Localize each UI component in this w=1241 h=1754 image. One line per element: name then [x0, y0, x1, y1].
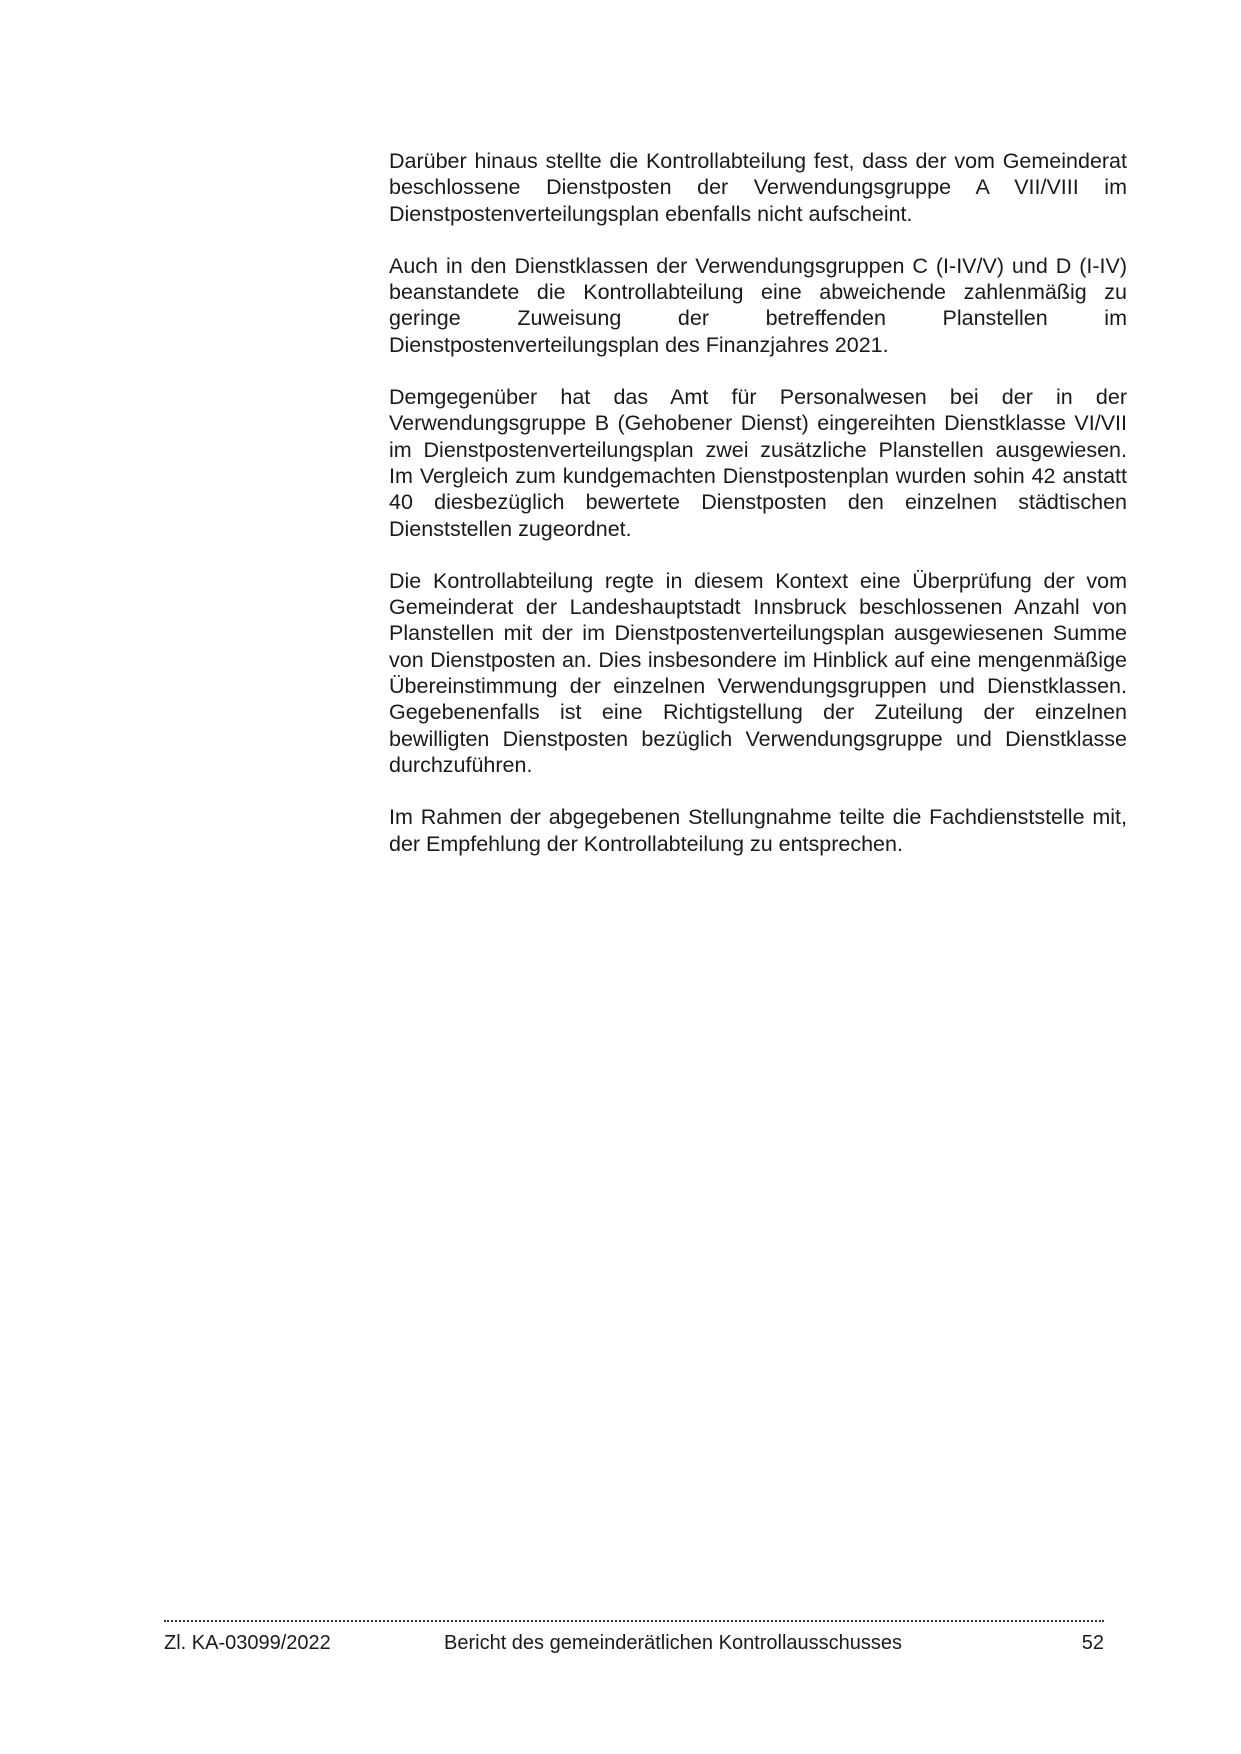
body-text: [389, 148, 1127, 883]
footer-divider: [164, 1620, 1104, 1622]
page-number: 52: [1081, 1632, 1104, 1654]
paragraph: Im Rahmen der abgegebenen Stellungnahme teilte die Fachdienststelle mit, der Empfehlung der Kontrollabteilung zu entsprechen.: [389, 805, 1127, 856]
document-reference: Zl. KA-03099/2022: [164, 1632, 331, 1654]
paragraph: Darüber hinaus stellte die Kontrollabteilung fest, dass der vom Gemeinderat beschlossene Dienstposten der Verwendungsgruppe A VII/VIII im Dienstpostenverteilungsplan ebenfalls nicht aufscheint.: [389, 149, 1127, 226]
paragraph: Demgegenüber hat das Amt für Personalwesen bei der in der Verwendungsgruppe B (Gehobener Dienst) eingereihten Dienstklasse VI/VII im Dienstpostenverteilungsplan zwei zusätzliche Planstellen ausgewiesen. Im Vergleich zum kundgemachten Dienstpostenplan wurden sohin 42 anstatt 40 diesbezüglich bewertete Dienstposten den einzelnen städtischen Dienststellen zugeordnet.: [389, 385, 1127, 541]
paragraph: Die Kontrollabteilung regte in diesem Kontext eine Überprüfung der vom Gemeinderat der Landeshauptstadt Innsbruck beschlossenen Anzahl von Planstellen mit der im Dienstpostenverteilungsplan ausgewiesenen Summe von Dienstposten an. Dies insbesondere im Hinblick auf eine mengenmäßige Übereinstimmung der einzelnen Verwendungsgruppen und Dienstklassen. Gegebenenfalls ist eine Richtigstellung der Zuteilung der einzelnen bewilligten Dienstposten bezüglich Verwendungsgruppe und Dienstklasse durchzuführen.: [389, 568, 1127, 777]
page-footer: [164, 1628, 1104, 1658]
report-title: Bericht des gemeinderätlichen Kontrollausschusses: [444, 1632, 903, 1654]
paragraph: Auch in den Dienstklassen der Verwendungsgruppen C (I-IV/V) und D (I-IV) beanstandete die Kontrollabteilung eine abweichende zahlenmäßig zu geringe Zuweisung der betreffenden Planstellen im Dienstpostenverteilungsplan des Finanzjahres 2021.: [389, 253, 1127, 357]
